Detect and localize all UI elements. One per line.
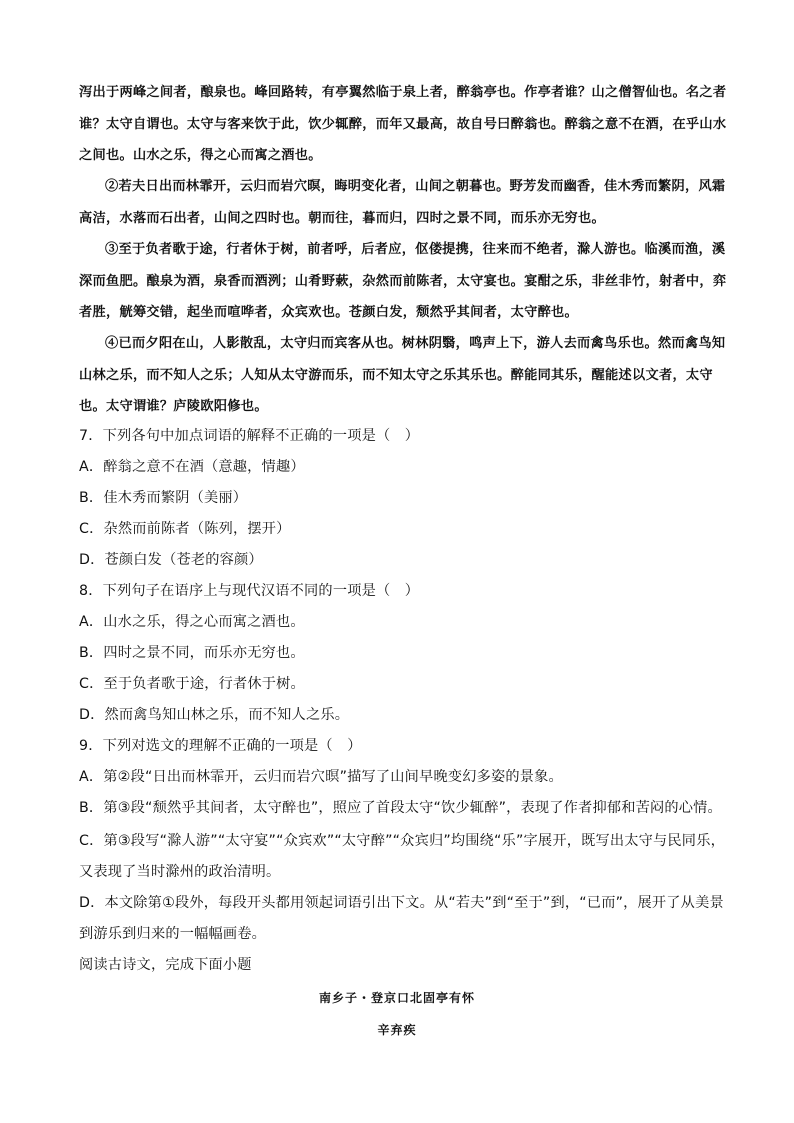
- question-8-option-b: B．四时之景不同，而乐亦无穷也。: [79, 645, 305, 661]
- question-9-option-c: C．第③段写“滁人游”“太守宴”“众宾欢”“太守醉”“众宾归”均围绕“乐”字展开，既写出太守与民同乐，又表现了当时滁州的政治清明。: [79, 833, 725, 880]
- passage-paragraph-4: ④已而夕阳在山，人影散乱，太守归而宾客从也。树林阴翳，鸣声上下，游人去而禽鸟乐也。然而禽鸟知山林之乐，而不知人之乐；人知从太守游而乐，而不知太守之乐其乐也。醉能同其乐，醒能述以文者，太守也。太守谓谁？庐陵欧阳修也。: [79, 336, 726, 414]
- passage-paragraph-1: 泻出于两峰之间者，酿泉也。峰回路转，有亭翼然临于泉上者，醉翁亭也。作亭者谁？山之僧智仙也。名之者谁？太守自谓也。太守与客来饮于此，饮少辄醉，而年又最高，故自号曰醉翁也。醉翁之意不在酒，在乎山水之间也。山水之乐，得之心而寓之酒也。: [79, 85, 727, 163]
- reading-instruction: 阅读古诗文，完成下面小题: [79, 957, 252, 973]
- question-9-option-d: D．本文除第①段外，每段开头都用领起词语引出下文。从“若夫”到“至于”到，“已而”，展开了从美景到游乐到归来的一幅幅画卷。: [79, 895, 724, 942]
- poem-author: 辛弃疾: [377, 1023, 417, 1037]
- question-8-option-c: C．至于负者歌于途，行者休于树。: [79, 676, 305, 692]
- question-8-option-d: D．然而禽鸟知山林之乐，而不知人之乐。: [79, 707, 350, 723]
- passage-paragraph-2: ②若夫日出而林霏开，云归而岩穴暝，晦明变化者，山间之朝暮也。野芳发而幽香，佳木秀而繁阴，风霜高洁，水落而石出者，山间之四时也。朝而往，暮而归，四时之景不同，而乐亦无穷也。: [79, 179, 726, 226]
- question-8-stem: 8．下列句子在语序上与现代汉语不同的一项是（ ）: [79, 583, 420, 599]
- passage-paragraph-3: ③至于负者歌于途，行者休于树，前者呼，后者应，伛偻提携，往来而不绝者，滁人游也。临溪而渔，溪深而鱼肥。酿泉为酒，泉香而酒洌；山肴野蔌，杂然而前陈者，太守宴也。宴酣之乐，非丝非竹，射者中，弈者胜，觥筹交错，起坐而喧哗者，众宾欢也。苍颜白发，颓然乎其间者，太守醉也。: [79, 242, 727, 320]
- question-9-option-b: B．第③段“颓然乎其间者，太守醉也”，照应了首段太守“饮少辄醉”，表现了作者抑郁和苦闷的心情。: [79, 800, 722, 816]
- question-7-option-c: C．杂然而前陈者（陈列，摆开）: [79, 521, 291, 537]
- question-8-option-a: A．山水之乐，得之心而寓之酒也。: [79, 614, 305, 630]
- question-9-option-a: A．第②段“日出而林霏开，云归而岩穴暝”描写了山间早晚变幻多姿的景象。: [79, 769, 563, 785]
- poem-title: 南乡子・登京口北固亭有怀: [318, 991, 475, 1005]
- question-7-option-d: D．苍颜白发（苍老的容颜）: [79, 552, 263, 568]
- question-9-stem: 9．下列对选文的理解不正确的一项是（ ）: [79, 738, 362, 754]
- question-7-option-b: B．佳木秀而繁阴（美丽）: [79, 490, 248, 506]
- question-7-option-a: A．醉翁之意不在酒（意趣，情趣）: [79, 459, 305, 475]
- question-7-stem: 7．下列各句中加点词语的解释不正确的一项是（ ）: [79, 428, 420, 444]
